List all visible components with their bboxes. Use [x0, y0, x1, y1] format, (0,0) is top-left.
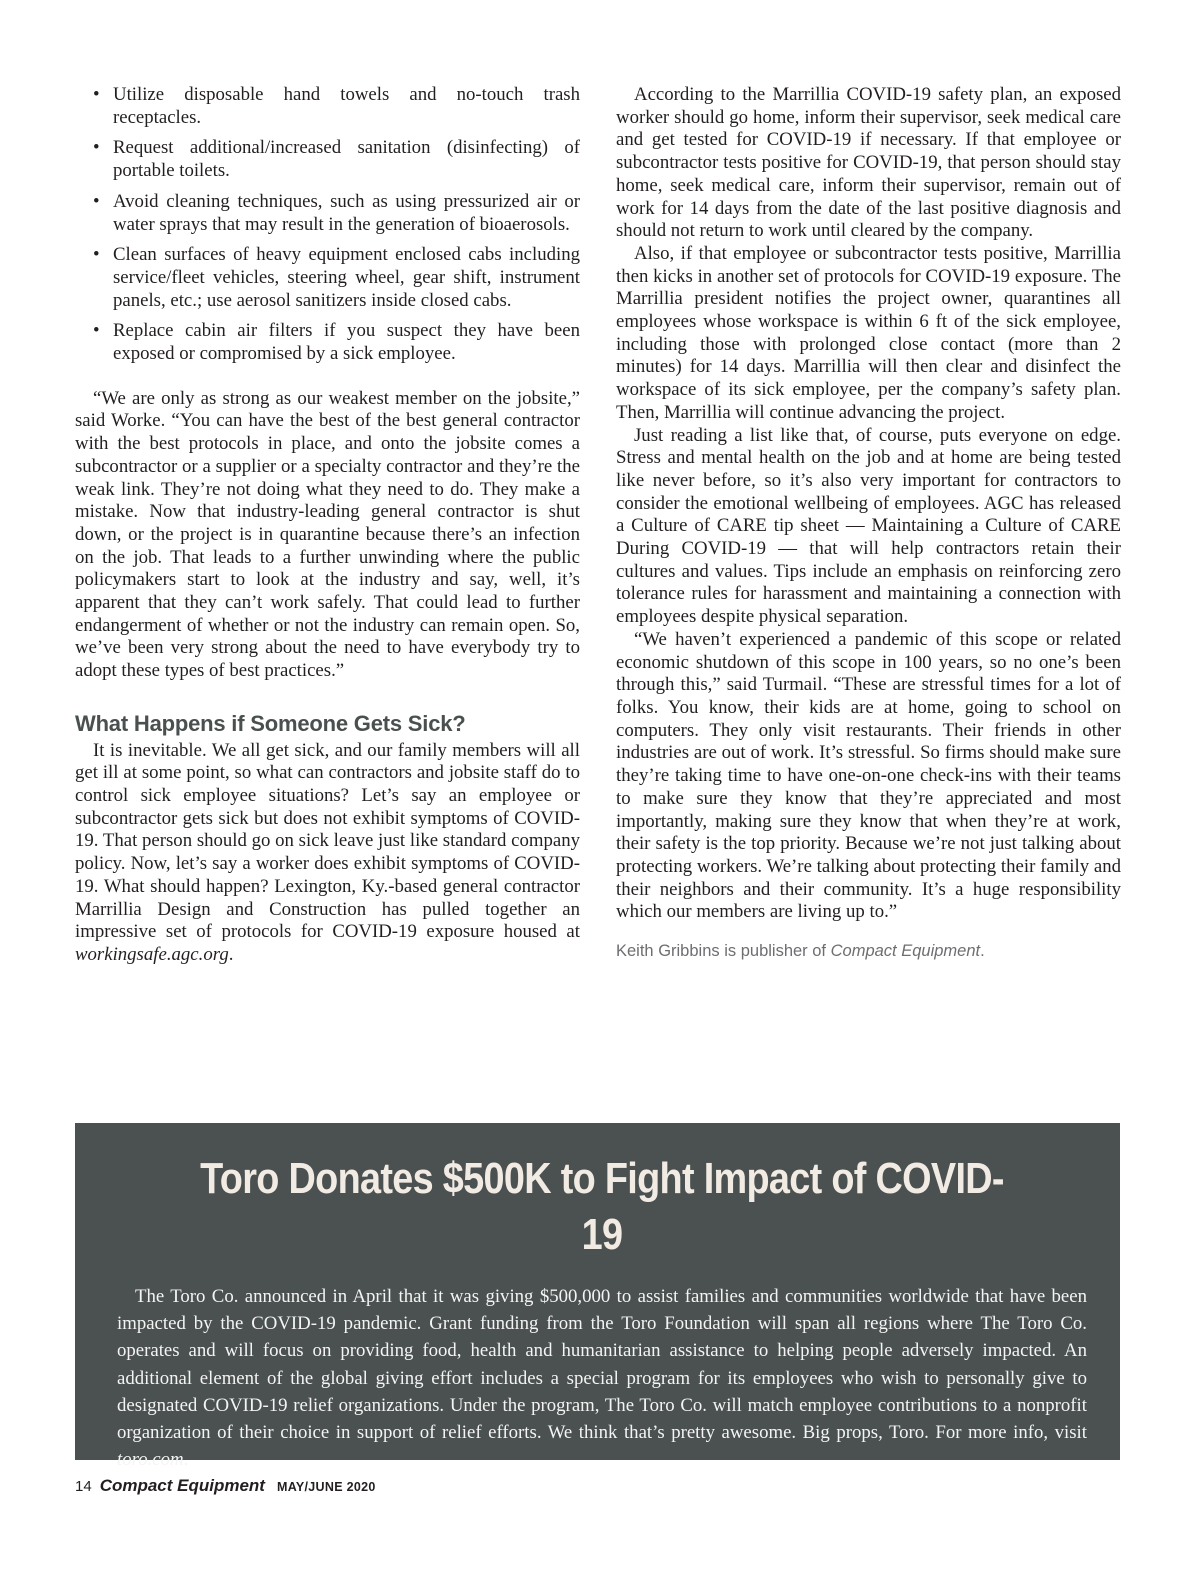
- bullet-dot: •: [93, 137, 100, 159]
- sidebar-headline: Toro Donates $500K to Fight Impact of COVID-19: [200, 1154, 1004, 1259]
- toro-website-link[interactable]: toro.com: [117, 1449, 184, 1471]
- safety-bullet-list: [75, 84, 580, 366]
- article-paragraph: “We haven’t experienced a pandemic of this scope or related economic shutdown of this scope in 100 years, so no one’s been through this,” said Turmail. “These are stressful times for a lot of folks. You know, their kids are at home, going to school on computers. They only visit restaurants. Their friends in other industries are out of work. It’s stressful. So firms should make sure they’re taking time to have one-on-one check-ins with their teams to make sure they know that they’re appreciated and most importantly, making sure they know that when they’re at work, their safety is the top priority. Because we’re not just talking about protecting workers. We’re talking about protecting their family and their neighbors and their community. It’s a huge responsibility which our members are living up to.”: [616, 628, 1121, 923]
- article-paragraph: According to the Marrillia COVID-19 safety plan, an exposed worker should go home, inform their supervisor, seek medical care and get tested for COVID-19 if necessary. If that employee or subcontractor tests positive for COVID-19, that person should stay home, seek medical care, inform their supervisor, remain out of work for 14 days from the date of the last positive diagnosis and should not return to work until cleared by the company.: [616, 84, 1121, 242]
- article-paragraph: Also, if that employee or subcontractor tests positive, Marrillia then kicks in another set of protocols for COVID-19 exposure. The Marrillia president notifies the project owner, quarantines all employees whose workspace is within 6 ft of the sick employee, including those with prolonged close contact (more than 2 minutes) for 14 days. Marrillia will then clear and disinfect the workspace of its sick employee, per the company’s safety plan. Then, Marrillia will continue advancing the project.: [616, 242, 1121, 423]
- toro-sidebar-box: [75, 1123, 1120, 1471]
- byline-text: Keith Gribbins is publisher of: [616, 942, 831, 961]
- sidebar-body-text: The Toro Co. announced in April that it was giving $500,000 to assist families and communities worldwide that have been impacted by the COVID-19 pandemic. Grant funding from the Toro Foundation will span all regions where The Toro Co. operates and will focus on providing food, health and humanitarian assistance to helping people adversely impacted. An additional element of the global giving effort includes a special program for its employees who wish to personally give to designated COVID-19 relief organizations. Under the program, The Toro Co. will match employee contributions to a nonprofit organization of their choice in support of relief efforts. We think that’s pretty awesome. Big props, Toro. For more info, visit: [117, 1286, 1087, 1444]
- bullet-dot: •: [93, 84, 100, 105]
- left-column: [75, 84, 580, 967]
- bullet-text: Utilize disposable hand towels and no-touch trash receptacles.: [113, 84, 580, 128]
- sidebar-body: [117, 1283, 1087, 1473]
- byline-publication: Compact Equipment: [830, 942, 981, 961]
- sidebar-body-end: .: [183, 1449, 189, 1471]
- author-byline: [616, 940, 1121, 963]
- bullet-dot: •: [93, 244, 100, 266]
- sick-paragraph-text: It is inevitable. We all get sick, and our family members will all get ill at some point, so what can contractors and jobsite staff do to control sick employee situations? Let’s say an employee or subcontractor gets sick but does not exhibit symptoms of COVID-19. That person should go on sick leave just like standard company policy. Now, let’s say a worker does exhibit symptoms of COVID-19. What should happen? Lexington, Ky.-based general contractor Marrillia Design and Construction has pulled together an impressive set of protocols for COVID-19 exposure housed at: [75, 739, 580, 943]
- right-column: [616, 84, 1121, 963]
- bullet-item: [93, 191, 580, 236]
- section-subhead: What Happens if Someone Gets Sick?: [75, 710, 466, 736]
- page-footer: [75, 1476, 376, 1496]
- bullet-text: Replace cabin air filters if you suspect they have been exposed or compromised by a sick employee.: [113, 320, 580, 365]
- bullet-item: [93, 320, 580, 365]
- worke-quote-paragraph: “We are only as strong as our weakest member on the jobsite,” said Worke. “You can have the best of the best general contractor with the best protocols in place, and onto the jobsite comes a subcontractor or a supplier or a specialty contractor and they’re the weak link. They’re not doing what they need to do. They make a mistake. Now that industry-leading general contractor is shut down, or the project is in quarantine because there’s an infection on the job. That leads to a further unwinding where the public policymakers start to look at the industry and say, well, it’s apparent that they can’t work safely. That could lead to further endangerment of whether or not the industry can remain open. So, we’ve been very strong about the need to have everybody try to adopt these types of best practices.”: [75, 387, 580, 682]
- bullet-dot: •: [93, 320, 100, 342]
- sick-paragraph: [75, 740, 580, 967]
- byline-end: .: [980, 942, 985, 961]
- page-number: 14: [75, 1478, 92, 1495]
- bullet-item: [93, 244, 580, 312]
- article-paragraph: Just reading a list like that, of course, puts everyone on edge. Stress and mental health on the job and at home are being tested like never before, so it’s also very important for contractors to consider the emotional wellbeing of employees. AGC has released a Culture of CARE tip sheet — Maintaining a Culture of CARE During COVID-19 — that will help contractors retain their cultures and values. Tips include an emphasis on reinforcing zero tolerance rules for harassment and maintaining a connection with employees despite physical separation.: [616, 424, 1121, 628]
- agc-website-link[interactable]: workingsafe.agc.org: [75, 943, 229, 965]
- issue-date: MAY/JUNE 2020: [276, 1480, 376, 1494]
- bullet-text: Clean surfaces of heavy equipment enclosed cabs including service/fleet vehicles, steering wheel, gear shift, instrument panels, etc.; use aerosol sanitizers inside closed cabs.: [113, 244, 580, 311]
- bullet-text: Request additional/increased sanitation (disinfecting) of portable toilets.: [113, 137, 580, 182]
- bullet-dot: •: [93, 190, 100, 212]
- bullet-item: [93, 84, 580, 129]
- bullet-text: Avoid cleaning techniques, such as using pressurized air or water sprays that may result in the generation of bioaerosols.: [113, 190, 580, 235]
- sick-paragraph-end: .: [228, 943, 234, 965]
- bullet-item: [93, 137, 580, 182]
- magazine-name: Compact Equipment: [99, 1476, 265, 1495]
